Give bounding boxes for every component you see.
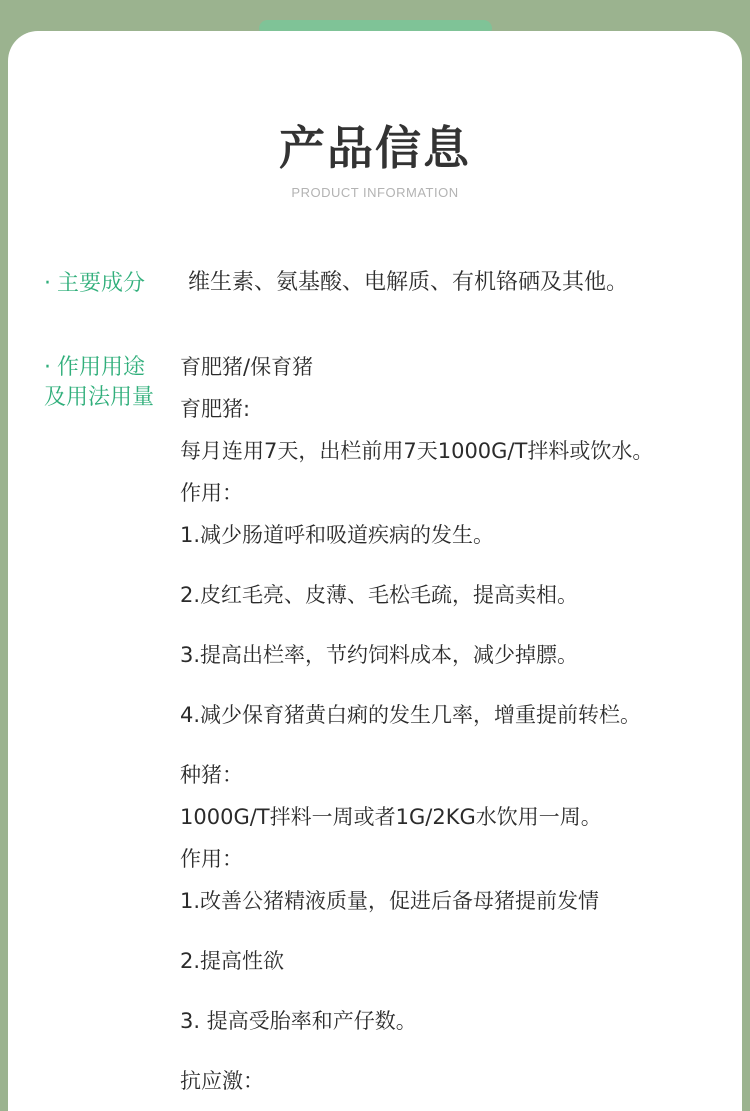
usage-label-text-1: 作用用途 [57, 355, 146, 380]
usage-line: 种猪： [180, 763, 243, 787]
page-subtitle: PRODUCT INFORMATION [291, 185, 459, 200]
page-title: 产品信息 [279, 121, 471, 175]
usage-line: 1000G/T拌料一周或者1G/2KG水饮用一周。 [180, 805, 602, 829]
usage-line: 育肥猪/保育猪 [180, 355, 314, 379]
usage-line: 每月连用7天，出栏前用7天1000G/T拌料或饮水。 [180, 439, 654, 463]
usage-line: 1.改善公猪精液质量，促进后备母猪提前发情 [180, 889, 600, 913]
ingredients-value: 维生素、氨基酸、电解质、有机铬硒及其他。 [188, 270, 629, 295]
usage-line: 3.提高出栏率，节约饲料成本，减少掉膘。 [180, 643, 579, 667]
usage-line: 2.提高性欲 [180, 949, 285, 973]
usage-line: 育肥猪: [180, 397, 251, 421]
usage-line: 作用： [180, 847, 243, 871]
usage-line: 2.皮红毛亮、皮薄、毛松毛疏，提高卖相。 [180, 583, 579, 607]
ingredients-label [44, 268, 145, 300]
bullet-icon: · [44, 271, 51, 296]
usage-line: 抗应激： [180, 1069, 264, 1093]
usage-label-line1 [44, 352, 145, 384]
usage-line: 4.减少保育猪黄白痢的发生几率，增重提前转栏。 [180, 703, 642, 727]
usage-line: 作用： [180, 481, 243, 505]
usage-line: 3. 提高受胎率和产仔数。 [180, 1009, 417, 1033]
bullet-icon: · [44, 355, 51, 380]
usage-label-line2: 及用法用量 [44, 385, 155, 410]
usage-line: 1.减少肠道呼和吸道疾病的发生。 [180, 523, 495, 547]
ingredients-label-text: 主要成分 [57, 271, 146, 296]
